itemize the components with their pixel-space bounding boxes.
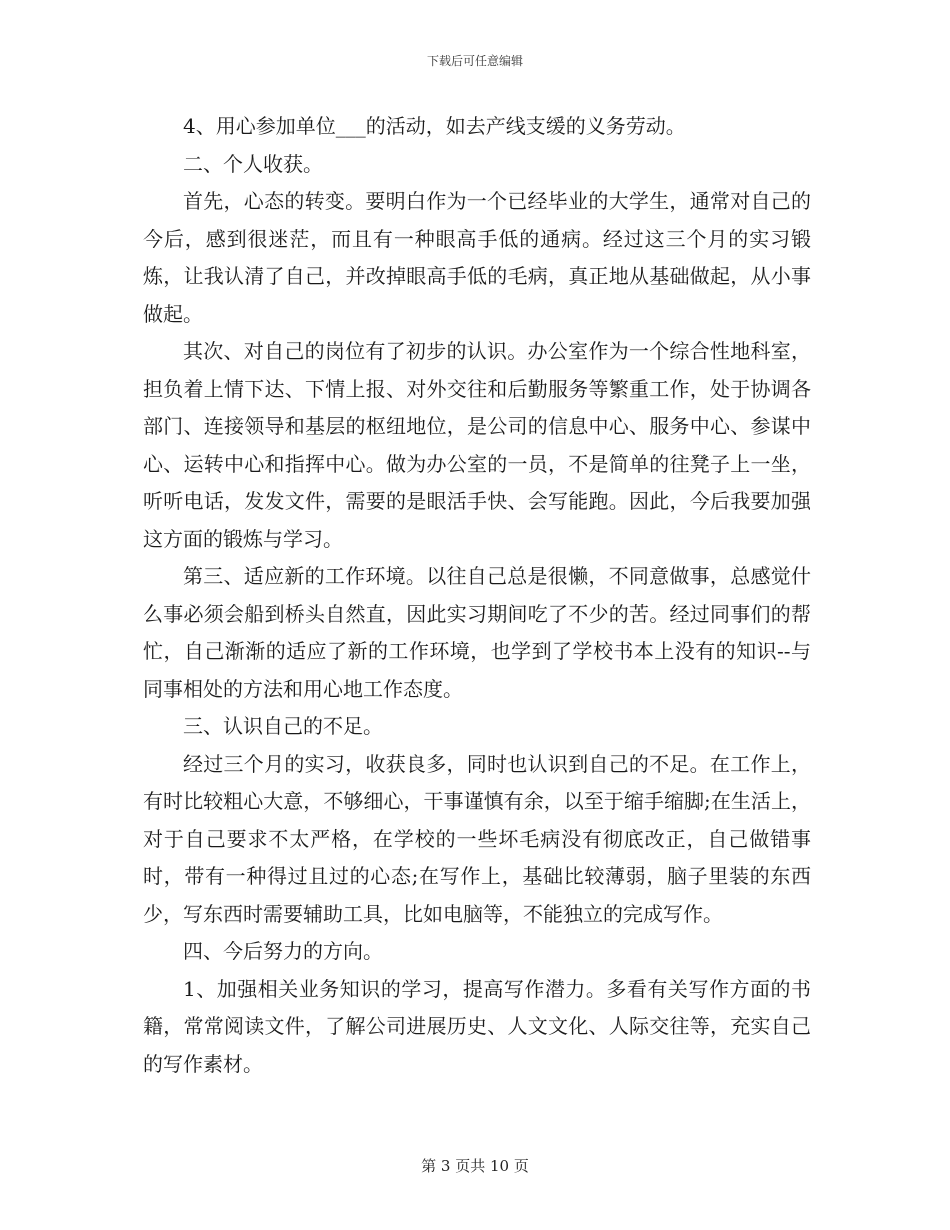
paragraph-writing-improvement: 1、加强相关业务知识的学习，提高写作潜力。多看有关写作方面的书籍，常常阅读文件，了解公司进展历史、人文文化、人际交往等，充实自己的写作素材。 <box>143 976 811 1076</box>
document-body <box>143 108 811 1083</box>
paragraph-new-environment: 第三、适应新的工作环境。以往自己总是很懒，不同意做事，总感觉什么事必须会船到桥头自然直，因此实习期间吃了不少的苦。经过同事们的帮忙，自己渐渐的适应了新的工作环境，也学到了学校书本上没有的知识--与同事相处的方法和用心地工作态度。 <box>143 564 811 701</box>
page-number: 第 3 页共 10 页 <box>421 1157 529 1175</box>
section-heading-shortcomings: 三、认识自己的不足。 <box>183 714 383 738</box>
paragraph-position-understanding: 其次、对自己的岗位有了初步的认识。办公室作为一个综合性地科室，担负着上情下达、下情上报、对外交往和后勤服务等繁重工作，处于协调各部门、连接领导和基层的枢纽地位，是公司的信息中心、服务中心、参谋中心、运转中心和指挥中心。做为办公室的一员，不是简单的往凳子上一坐，听听电话，发发文件，需要的是眼活手快、会写能跑。因此，今后我要加强这方面的锻炼与学习。 <box>143 339 811 551</box>
paragraph-shortcomings: 经过三个月的实习，收获良多，同时也认识到自己的不足。在工作上，有时比较粗心大意，不够细心，干事谨慎有余，以至于缩手缩脚;在生活上，对于自己要求不太严格，在学校的一些坏毛病没有彻底改正，自己做错事时，带有一种得过且过的心态;在写作上，基础比较薄弱，脑子里装的东西少，写东西时需要辅助工具，比如电脑等，不能独立的完成写作。 <box>143 751 811 926</box>
page-header: 下载后可任意编辑 <box>426 54 523 68</box>
list-item-4: 4、用心参加单位___的活动，如去产线支缓的义务劳动。 <box>183 114 686 138</box>
paragraph-mindset: 首先，心态的转变。要明白作为一个已经毕业的大学生，通常对自己的今后，感到很迷茫，而且有一种眼高手低的通病。经过这三个月的实习锻炼，让我认清了自己，并改掉眼高手低的毛病，真正地从基础做起，从小事做起。 <box>143 189 811 326</box>
section-heading-personal-gains: 二、个人收获。 <box>183 151 323 176</box>
section-heading-future-direction: 四、今后努力的方向。 <box>183 939 383 963</box>
